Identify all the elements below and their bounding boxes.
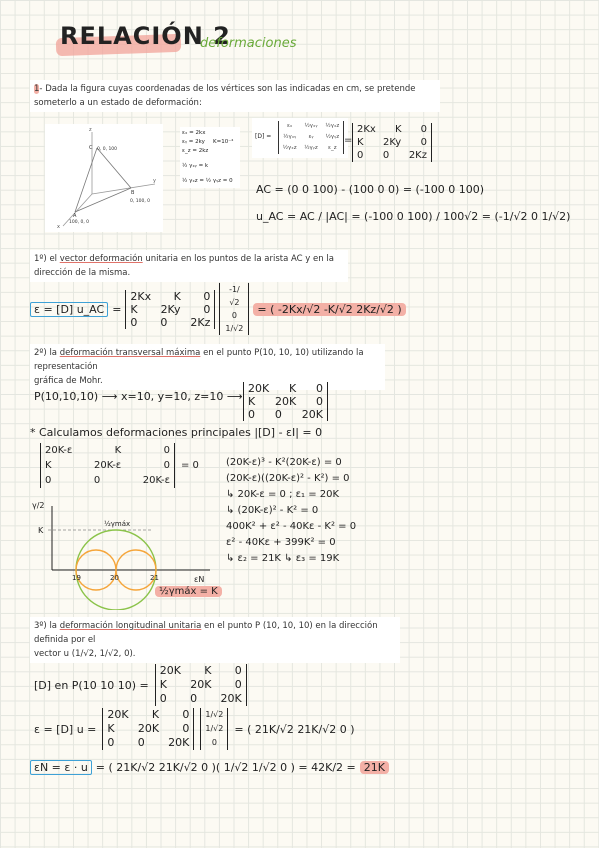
- y-label: y: [153, 178, 156, 184]
- part1-result: = ( -2Kx/√2 -K/√2 2Kz/√2 ): [253, 303, 405, 316]
- part3-key-term: deformación longitudinal unitaria: [59, 621, 202, 631]
- strain-ex: εₓ = 2kx: [182, 130, 206, 136]
- problem-statement: [30, 80, 440, 112]
- k-unit: K=10⁻⁴: [213, 139, 234, 145]
- printed-tensor-label: [D] =: [255, 133, 272, 140]
- x-label: x: [57, 224, 60, 230]
- det-equals: = 0: [181, 460, 199, 471]
- strain-ez: ε_z = 2kz: [182, 148, 209, 154]
- problem-text-2: someterlo a un estado de deformación:: [34, 98, 202, 108]
- point-b: B: [131, 190, 135, 196]
- part2-number: 2º): [34, 348, 47, 358]
- principal-title: * Calculamos deformaciones principales |[D] - εI| = 0: [30, 426, 323, 439]
- ac-vector: AC = (0 0 100) - (100 0 0) = (-100 0 100): [256, 183, 485, 196]
- mohr-x-label: εN: [194, 575, 205, 584]
- principal-steps: (20K-ε)³ - K²(20K-ε) = 0 (20K-ε)((20K-ε)² - K²) = 0 ↳ 20K-ε = 0 ; ε₁ = 20K ↳ (20K-ε)² - K² = 0 400K² + ε² - 40Kε - K² = 0 ε² - 40Kε + 399K² = 0 ↳ ε₂ = 21K ↳ ε₃ = 19K: [226, 457, 357, 564]
- printed-tensor-grid: εₓ ½γₓᵧ ½γₓz ½γₓᵧ εᵧ ½γᵧz ½γₓz ½γᵧz ε_z: [278, 121, 344, 154]
- strain-gxy: ½ γₓᵧ = k: [182, 163, 209, 169]
- mohr-tick-19: 19: [72, 574, 81, 582]
- part3-en-result: 21K: [360, 761, 389, 774]
- strain-definitions: [180, 127, 240, 188]
- part1-vector: -1/√2 0 1/√2: [219, 283, 249, 335]
- edge-ca: [75, 148, 97, 212]
- problem-number: 1: [34, 84, 40, 94]
- part1-matrix: 2Kx K 0 K 2Ky 0 0 0 2Kz: [125, 290, 215, 329]
- page-title: RELACIÓN 2: [60, 22, 231, 50]
- strain-ey: εᵧ = 2ky: [182, 139, 205, 145]
- part1-equation: ε = [D] u_AC = 2Kx K 0 K 2Ky 0 0 0 2Kz -1/√2 0 1/√2 = ( -2Kx/√2 -K/√2 2Kz/√2 ): [30, 283, 406, 335]
- problem-text-1: - Dada la figura cuyas coordenadas de los vértices son las indicadas en cm, se pretende: [39, 84, 416, 94]
- point-a-coords: 100, 0, 0: [69, 220, 90, 225]
- point-c-coords: 0, 0, 100: [97, 147, 118, 152]
- part3-vector: 1/√2 1/√2 0: [200, 708, 228, 750]
- part3-d-at-p: [34, 664, 247, 706]
- part3-en-calc: = ( 21K/√2 21K/√2 0 )( 1/√2 1/√2 0 ) = 42K/2 =: [95, 761, 356, 774]
- part3-statement: 3º) la deformación longitudinal unitaria en el punto P (10, 10, 10) en la dirección definida por el vector u (1/√2, 1/√2, 0).: [30, 617, 400, 663]
- point-c: C: [89, 145, 93, 151]
- point-a: A: [73, 213, 77, 219]
- edge-ab: [75, 188, 131, 212]
- mohr-result: ½γmáx = K: [155, 586, 222, 597]
- part2-matrix: 20K K 0 K 20K 0 0 0 20K: [243, 382, 328, 421]
- part3-matrix: 20K K 0 K 20K 0 0 0 20K: [155, 664, 247, 706]
- part3-d-label: [D] en P(10 10 10) =: [34, 678, 149, 692]
- part3-en-label: εN = ε · u: [30, 760, 92, 775]
- mohr-gmax-label: ½γmáx: [104, 520, 131, 528]
- part3-eps-label: ε = [D] u =: [34, 722, 97, 736]
- part2-key-term: deformación transversal máxima: [59, 348, 201, 358]
- tensor-d-matrix: 2Kx K 0 K 2Ky 0 0 0 2Kz: [352, 123, 432, 162]
- mohr-tick-20: 20: [110, 574, 119, 582]
- unit-vector-ac: u_AC = AC / |AC| = (-100 0 100) / 100√2 = (-1/√2 0 1/√2): [256, 210, 571, 223]
- part1-key-term: vector deformación: [59, 254, 143, 264]
- edge-cb: [97, 148, 131, 188]
- mohr-y-label: γ/2: [32, 501, 45, 510]
- part3-eps-matrix: 20K K 0 K 20K 0 0 0 20K: [102, 708, 194, 750]
- part3-eps: [34, 708, 355, 750]
- det-matrix: 20K-ε K 0 K 20K-ε 0 0 0 20K-ε: [40, 443, 175, 488]
- z-label: z: [89, 127, 92, 133]
- part3-eps-result: = ( 21K/√2 21K/√2 0 ): [234, 722, 355, 736]
- part2-statement: 2º) la deformación transversal máxima en el punto P(10, 10, 10) utilizando la representación gráfica de Mohr.: [30, 344, 385, 390]
- y-axis: [92, 184, 155, 194]
- strain-gxz: ½ γₓz = ½ γᵧz = 0: [182, 178, 233, 184]
- mohr-tick-21: 21: [150, 574, 159, 582]
- page-subtitle: deformaciones: [200, 36, 297, 51]
- printed-tensor: [252, 118, 348, 158]
- part1-statement: 1º) el vector deformación unitaria en los puntos de la arista AC y en la dirección de la misma.: [30, 250, 348, 282]
- part3-en: [30, 760, 389, 775]
- part1-number: 1º): [34, 254, 47, 264]
- coordinate-figure: [45, 124, 163, 232]
- part1-eq-label: ε = [D] u_AC: [30, 302, 108, 317]
- tensor-d: = 2Kx K 0 K 2Ky 0 0 0 2Kz: [352, 123, 432, 162]
- part2-matrix-wrap: [243, 382, 328, 421]
- determinant: [40, 443, 199, 488]
- mohr-k-label: K: [38, 526, 44, 535]
- point-b-coords: 0, 100, 0: [130, 199, 151, 204]
- part2-point-line: P(10,10,10) ⟶ x=10, y=10, z=10 ⟶: [34, 390, 243, 403]
- part3-number: 3º): [34, 621, 47, 631]
